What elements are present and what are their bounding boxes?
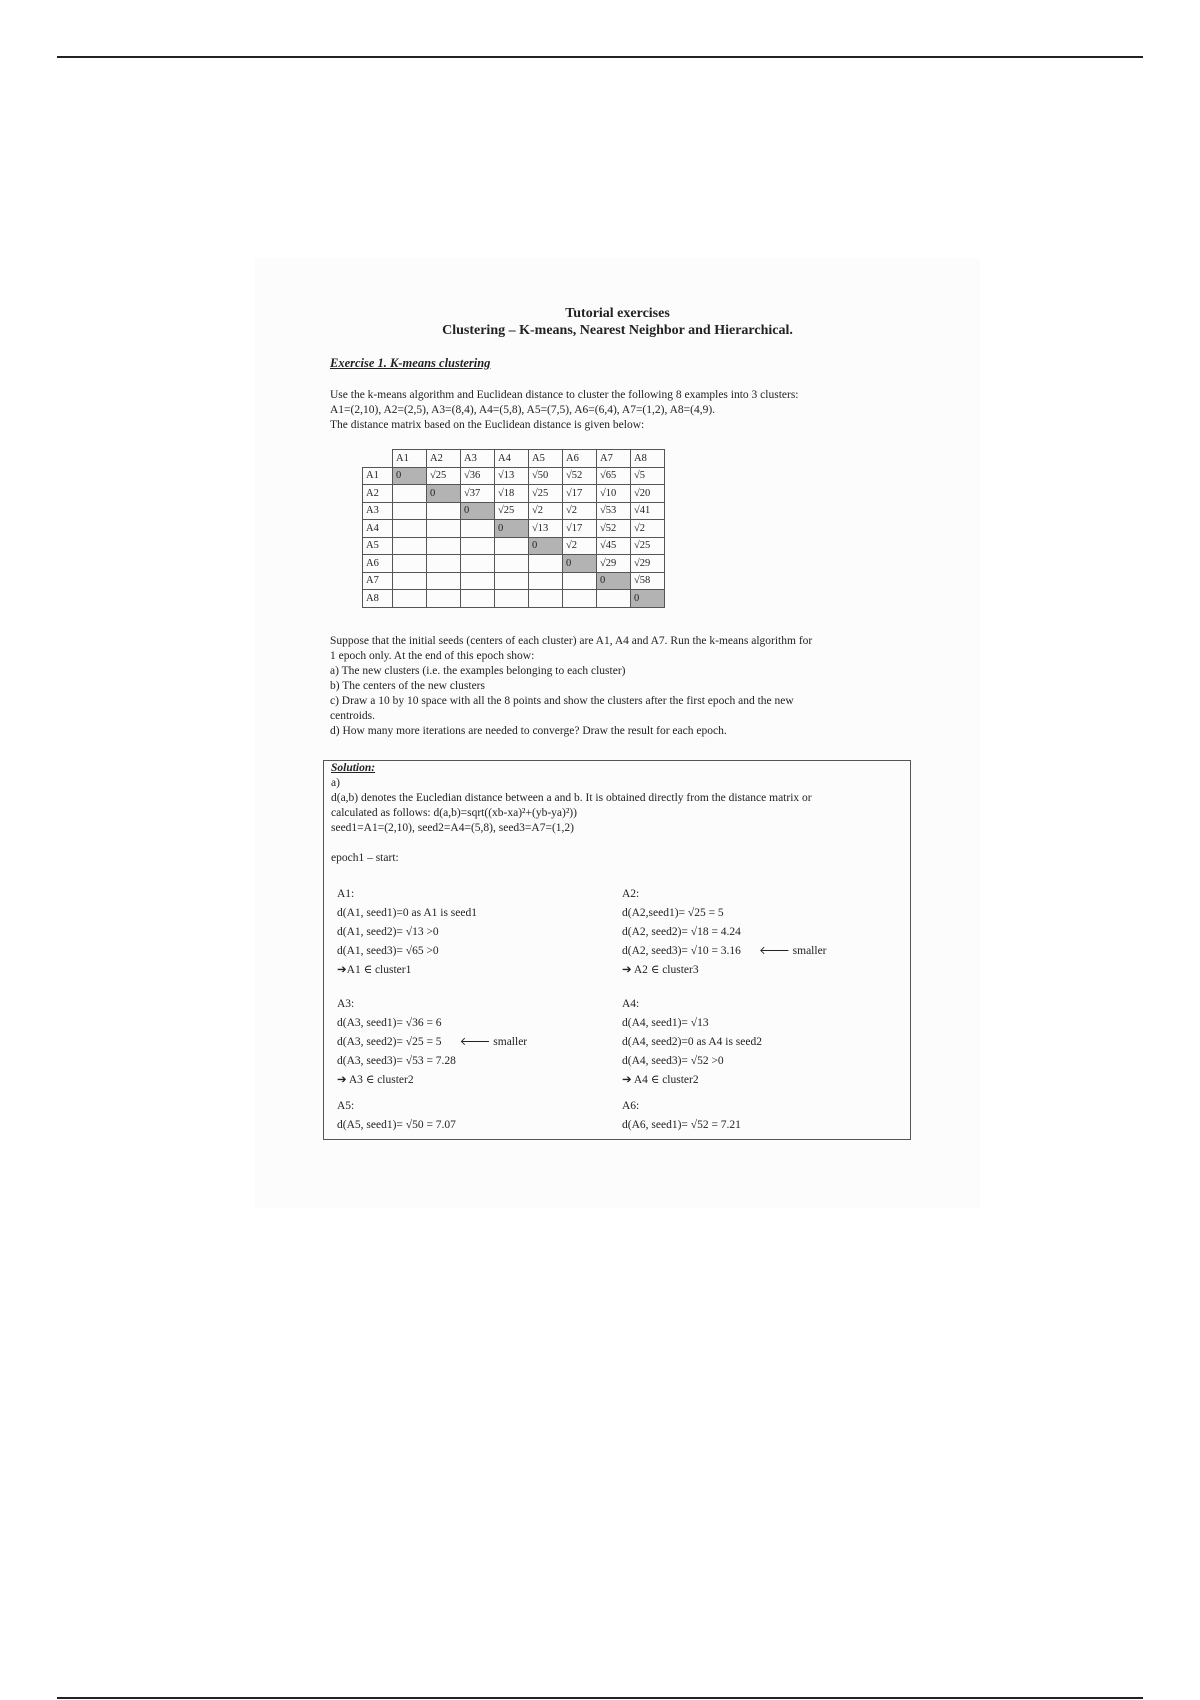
a6-line: d(A6, seed1)= √52 = 7.21	[622, 1119, 741, 1131]
part-a-label: a)	[331, 777, 340, 789]
matrix-cell: √50	[529, 467, 563, 485]
a3-block	[337, 995, 607, 1090]
solution-desc: calculated as follows: d(a,b)=sqrt((xb-xa)²+(yb-ya)²))	[331, 807, 577, 819]
matrix-cell	[393, 555, 427, 573]
a1-result: ➔A1 ∈ cluster1	[337, 964, 412, 976]
intro-line: The distance matrix based on the Euclidean distance is given below:	[330, 419, 645, 431]
matrix-cell	[597, 590, 631, 608]
matrix-cell	[427, 555, 461, 573]
doc-subtitle: Clustering – K-means, Nearest Neighbor and Hierarchical.	[442, 323, 793, 338]
a1-block	[337, 885, 607, 980]
matrix-cell: √29	[631, 555, 665, 573]
matrix-cell: √58	[631, 572, 665, 590]
task-line: 1 epoch only. At the end of this epoch show:	[330, 650, 535, 662]
matrix-cell: √41	[631, 502, 665, 520]
matrix-cell: √17	[563, 520, 597, 538]
matrix-row-header: A8	[363, 590, 393, 608]
matrix-col-header: A7	[597, 450, 631, 468]
task-item-c-cont: centroids.	[330, 710, 376, 722]
bottom-rule	[57, 1697, 1143, 1699]
a1-line: d(A1, seed3)= √65 >0	[337, 945, 439, 957]
a5-line: d(A5, seed1)= √50 = 7.07	[337, 1119, 456, 1131]
matrix-cell	[495, 590, 529, 608]
matrix-row-header: A2	[363, 485, 393, 503]
matrix-row-header: A5	[363, 537, 393, 555]
matrix-cell: √25	[631, 537, 665, 555]
matrix-cell	[563, 572, 597, 590]
matrix-diagonal-cell: 0	[461, 502, 495, 520]
matrix-cell	[529, 555, 563, 573]
a4-line: d(A4, seed2)=0 as A4 is seed2	[622, 1036, 762, 1048]
matrix-cell	[393, 590, 427, 608]
matrix-row	[363, 572, 665, 590]
matrix-diagonal-cell: 0	[393, 467, 427, 485]
a4-block	[622, 995, 892, 1090]
smaller-arrow-note: 🡐 smaller	[459, 1036, 528, 1048]
a1-label: A1:	[337, 888, 355, 900]
matrix-cell	[461, 537, 495, 555]
a5-block	[337, 1097, 607, 1135]
matrix-cell: √2	[563, 537, 597, 555]
top-rule	[57, 56, 1143, 58]
a3-label: A3:	[337, 998, 355, 1010]
matrix-cell	[529, 572, 563, 590]
matrix-cell: √52	[563, 467, 597, 485]
a2-line: d(A2, seed2)= √18 = 4.24	[622, 926, 741, 938]
matrix-cell	[393, 502, 427, 520]
matrix-corner	[363, 450, 393, 468]
a3-line	[337, 1033, 607, 1052]
matrix-col-header: A1	[393, 450, 427, 468]
a4-result: ➔ A4 ∈ cluster2	[622, 1074, 699, 1086]
matrix-cell	[495, 537, 529, 555]
matrix-cell: √36	[461, 467, 495, 485]
a6-block	[622, 1097, 892, 1135]
matrix-diagonal-cell: 0	[631, 590, 665, 608]
matrix-cell	[495, 572, 529, 590]
matrix-cell: √25	[427, 467, 461, 485]
matrix-col-header: A2	[427, 450, 461, 468]
matrix-cell	[393, 572, 427, 590]
task-paragraph	[330, 634, 910, 739]
matrix-col-header: A8	[631, 450, 665, 468]
matrix-row	[363, 537, 665, 555]
task-item-c: c) Draw a 10 by 10 space with all the 8 points and show the clusters after the first epoch and the new	[330, 695, 794, 707]
matrix-cell	[427, 502, 461, 520]
matrix-col-header: A5	[529, 450, 563, 468]
matrix-cell	[393, 520, 427, 538]
matrix-row	[363, 502, 665, 520]
matrix-cell	[427, 537, 461, 555]
matrix-col-header: A6	[563, 450, 597, 468]
matrix-diagonal-cell: 0	[597, 572, 631, 590]
matrix-cell	[461, 590, 495, 608]
a3-line: d(A3, seed1)= √36 = 6	[337, 1017, 442, 1029]
solution-box	[323, 760, 911, 1140]
document-page	[255, 258, 980, 1208]
matrix-cell: √53	[597, 502, 631, 520]
matrix-col-header: A4	[495, 450, 529, 468]
seeds-line: seed1=A1=(2,10), seed2=A4=(5,8), seed3=A7=(1,2)	[331, 822, 574, 834]
matrix-cell: √18	[495, 485, 529, 503]
matrix-row-header: A6	[363, 555, 393, 573]
doc-title: Tutorial exercises	[565, 306, 670, 321]
matrix-diagonal-cell: 0	[495, 520, 529, 538]
matrix-cell	[393, 537, 427, 555]
matrix-cell: √2	[529, 502, 563, 520]
matrix-cell: √65	[597, 467, 631, 485]
matrix-cell: √52	[597, 520, 631, 538]
matrix-row	[363, 520, 665, 538]
a1-line: d(A1, seed2)= √13 >0	[337, 926, 439, 938]
matrix-cell: √20	[631, 485, 665, 503]
a2-label: A2:	[622, 888, 640, 900]
matrix-cell: √13	[495, 467, 529, 485]
solution-desc: d(a,b) denotes the Eucledian distance between a and b. It is obtained directly from the distance matrix or	[331, 792, 812, 804]
task-item-d: d) How many more iterations are needed to converge? Draw the result for each epoch.	[330, 725, 727, 737]
a3-result: ➔ A3 ∈ cluster2	[337, 1074, 414, 1086]
matrix-cell: √2	[563, 502, 597, 520]
a4-label: A4:	[622, 998, 640, 1010]
a2-line-text: d(A2, seed3)= √10 = 3.16	[622, 945, 741, 957]
task-item-a: a) The new clusters (i.e. the examples belonging to each cluster)	[330, 665, 626, 677]
matrix-cell: √25	[495, 502, 529, 520]
matrix-cell	[529, 590, 563, 608]
matrix-row-header: A7	[363, 572, 393, 590]
matrix-cell	[427, 590, 461, 608]
a2-line: d(A2,seed1)= √25 = 5	[622, 907, 724, 919]
a2-result: ➔ A2 ∈ cluster3	[622, 964, 699, 976]
a1-line: d(A1, seed1)=0 as A1 is seed1	[337, 907, 477, 919]
matrix-cell: √17	[563, 485, 597, 503]
a6-label: A6:	[622, 1100, 640, 1112]
matrix-row	[363, 485, 665, 503]
distance-matrix	[362, 449, 665, 608]
exercise-heading: Exercise 1. K-means clustering	[330, 356, 491, 370]
a4-line: d(A4, seed1)= √13	[622, 1017, 709, 1029]
matrix-cell: √29	[597, 555, 631, 573]
matrix-diagonal-cell: 0	[529, 537, 563, 555]
a3-line: d(A3, seed3)= √53 = 7.28	[337, 1055, 456, 1067]
matrix-cell	[461, 520, 495, 538]
solution-heading: Solution:	[331, 762, 376, 774]
matrix-row	[363, 590, 665, 608]
matrix-cell: √45	[597, 537, 631, 555]
matrix-cell: √13	[529, 520, 563, 538]
a5-label: A5:	[337, 1100, 355, 1112]
a4-line: d(A4, seed3)= √52 >0	[622, 1055, 724, 1067]
a3-line-text: d(A3, seed2)= √25 = 5	[337, 1036, 442, 1048]
task-line: Suppose that the initial seeds (centers of each cluster) are A1, A4 and A7. Run the k-means algorithm for	[330, 635, 813, 647]
matrix-row-header: A3	[363, 502, 393, 520]
matrix-row	[363, 555, 665, 573]
matrix-cell: √25	[529, 485, 563, 503]
matrix-cell: √37	[461, 485, 495, 503]
matrix-row-header: A1	[363, 467, 393, 485]
matrix-cell	[393, 485, 427, 503]
intro-paragraph	[330, 388, 910, 433]
epoch-line: epoch1 – start:	[331, 852, 399, 864]
matrix-cell	[461, 555, 495, 573]
matrix-cell	[495, 555, 529, 573]
matrix-col-header: A3	[461, 450, 495, 468]
intro-line: Use the k-means algorithm and Euclidean distance to cluster the following 8 examples into 3 clusters:	[330, 389, 799, 401]
matrix-cell	[427, 520, 461, 538]
matrix-cell	[563, 590, 597, 608]
a2-block	[622, 885, 892, 980]
matrix-row-header: A4	[363, 520, 393, 538]
matrix-cell: √10	[597, 485, 631, 503]
a2-line	[622, 942, 892, 961]
matrix-cell	[461, 572, 495, 590]
intro-line: A1=(2,10), A2=(2,5), A3=(8,4), A4=(5,8), A5=(7,5), A6=(6,4), A7=(1,2), A8=(4,9).	[330, 404, 716, 416]
smaller-arrow-note: 🡐 smaller	[758, 945, 827, 957]
matrix-cell: √2	[631, 520, 665, 538]
matrix-cell: √5	[631, 467, 665, 485]
matrix-row	[363, 467, 665, 485]
matrix-cell	[427, 572, 461, 590]
matrix-diagonal-cell: 0	[563, 555, 597, 573]
matrix-diagonal-cell: 0	[427, 485, 461, 503]
task-item-b: b) The centers of the new clusters	[330, 680, 485, 692]
